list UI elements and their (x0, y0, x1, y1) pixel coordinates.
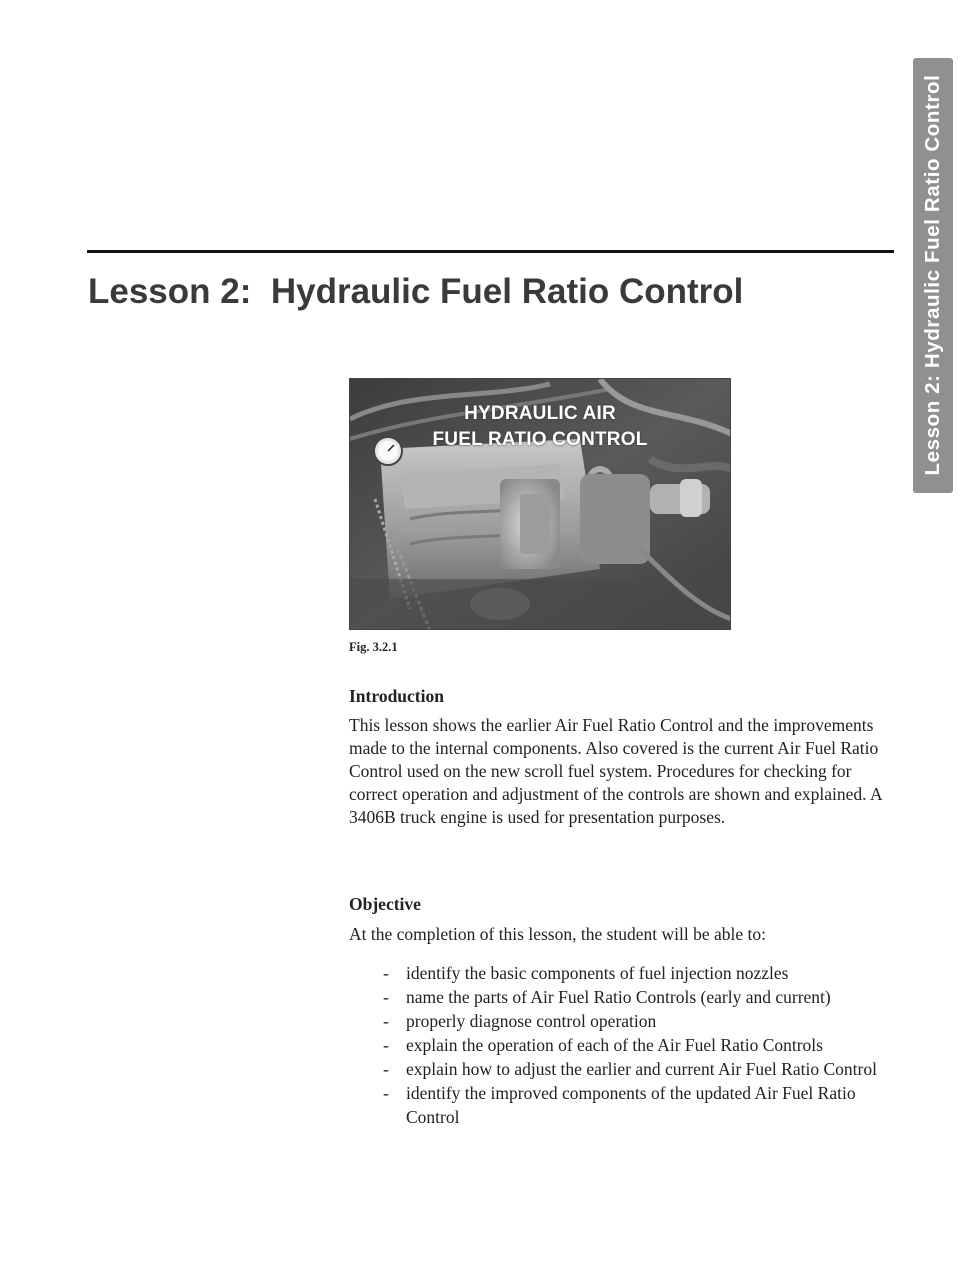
side-tab-label: Lesson 2: Hydraulic Fuel Ratio Control (921, 74, 944, 476)
introduction-text: This lesson shows the earlier Air Fuel Ratio Control and the improvements made to the internal components. Also covered is the current Air Fuel Ratio Control used on the new scroll fuel system. Procedures for checking for correct operation and adjustment of the controls are shown and explained. A 3406B truck engine is used for presentation purposes. (349, 715, 882, 827)
bullet-dash: - (383, 963, 389, 983)
objective-lead: At the completion of this lesson, the student will be able to: (349, 924, 767, 944)
objective-heading: Objective (349, 894, 421, 914)
list-item (380, 1009, 890, 1033)
list-item (380, 1057, 890, 1081)
bullet-dash: - (383, 1083, 389, 1103)
list-item (380, 985, 890, 1009)
list-item (380, 961, 890, 985)
photo-caption-line2: FUEL RATIO CONTROL (432, 429, 648, 450)
bullet-dash: - (383, 987, 389, 1007)
figure-label: Fig. 3.2.1 (349, 640, 398, 654)
bullet-dash: - (383, 1059, 389, 1079)
page-title: Lesson 2: Hydraulic Fuel Ratio Control (88, 272, 744, 311)
list-item-text: name the parts of Air Fuel Ratio Controls (early and current) (406, 987, 831, 1007)
list-item (380, 1033, 890, 1057)
bullet-dash: - (383, 1011, 389, 1031)
introduction-heading: Introduction (349, 686, 444, 706)
list-item (380, 1081, 890, 1129)
list-item-text: explain the operation of each of the Air Fuel Ratio Controls (406, 1035, 823, 1055)
list-item-text: explain how to adjust the earlier and current Air Fuel Ratio Control (406, 1059, 877, 1079)
engine-photo (349, 378, 731, 630)
photo-caption-line1: HYDRAULIC AIR (464, 403, 616, 424)
title-rule (87, 250, 894, 253)
bullet-dash: - (383, 1035, 389, 1055)
list-item-text: identify the improved components of the updated Air Fuel Ratio Control (406, 1083, 856, 1127)
list-item-text: identify the basic components of fuel injection nozzles (406, 963, 789, 983)
objective-list (380, 961, 890, 1129)
list-item-text: properly diagnose control operation (406, 1011, 657, 1031)
